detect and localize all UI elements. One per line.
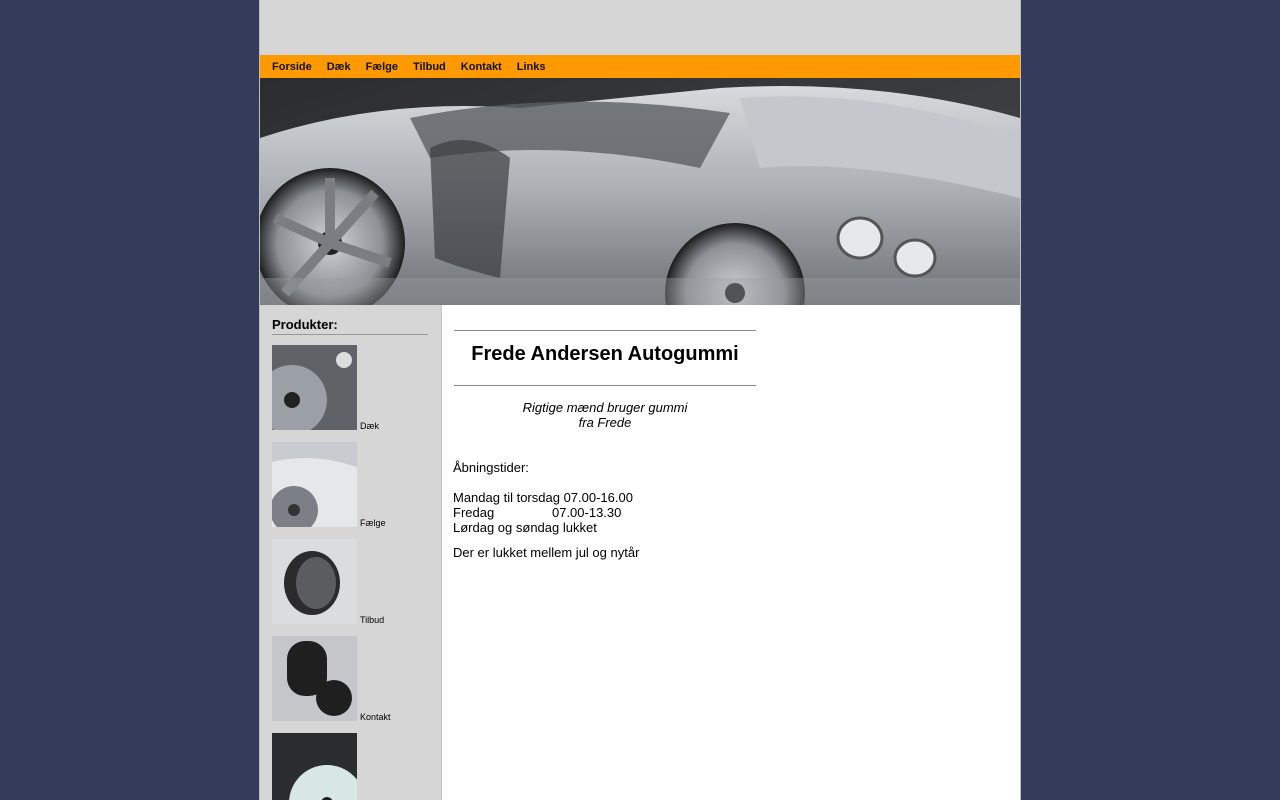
sidebar-heading: Produkter: — [272, 317, 428, 335]
main-nav — [260, 55, 1020, 78]
header-banner — [260, 0, 1020, 55]
slogan-line-2: fra Frede — [578, 415, 632, 430]
page-container — [259, 0, 1021, 800]
rim-photo-icon[interactable] — [272, 442, 357, 527]
speedometer-photo-icon[interactable] — [272, 733, 357, 800]
hours-line-1: Mandag til torsdag 07.00-16.00 — [453, 490, 633, 505]
tire-photo-icon[interactable] — [272, 345, 357, 430]
main-content — [441, 305, 1020, 800]
nav-tilbud[interactable]: Tilbud — [412, 60, 446, 73]
sidebar — [260, 305, 442, 800]
product-label-faelge[interactable]: Fælge — [360, 518, 386, 528]
hours-heading: Åbningstider: — [453, 460, 529, 475]
nav-faelge[interactable]: Fælge — [365, 60, 398, 73]
hours-line-3: Lørdag og søndag lukket — [453, 520, 597, 535]
product-link-daek[interactable] — [272, 345, 379, 430]
car-key-photo-icon[interactable] — [272, 636, 357, 721]
product-label-daek[interactable]: Dæk — [360, 421, 380, 431]
slogan-line-1: Rigtige mænd bruger gummi — [522, 400, 688, 415]
divider-bottom — [454, 385, 756, 386]
product-label-tilbud[interactable]: Tilbud — [360, 615, 385, 625]
product-link-faelge[interactable] — [272, 442, 386, 527]
divider-top — [454, 330, 756, 331]
product-link-5[interactable] — [272, 733, 360, 800]
nav-forside[interactable]: Forside — [272, 60, 312, 73]
product-link-tilbud[interactable] — [272, 539, 384, 624]
nav-kontakt[interactable]: Kontakt — [460, 60, 502, 73]
product-label-kontakt[interactable]: Kontakt — [360, 712, 391, 722]
hero-car-image — [260, 78, 1020, 305]
hours-line-2: Fredag 07.00-13.30 — [453, 505, 622, 520]
slogan — [454, 400, 756, 430]
nav-daek[interactable]: Dæk — [326, 60, 351, 73]
closed-note: Der er lukket mellem jul og nytår — [453, 545, 640, 560]
nav-links[interactable]: Links — [516, 60, 546, 73]
page-title: Frede Andersen Autogummi — [471, 343, 739, 365]
product-link-kontakt[interactable] — [272, 636, 391, 721]
offer-photo-icon[interactable] — [272, 539, 357, 624]
